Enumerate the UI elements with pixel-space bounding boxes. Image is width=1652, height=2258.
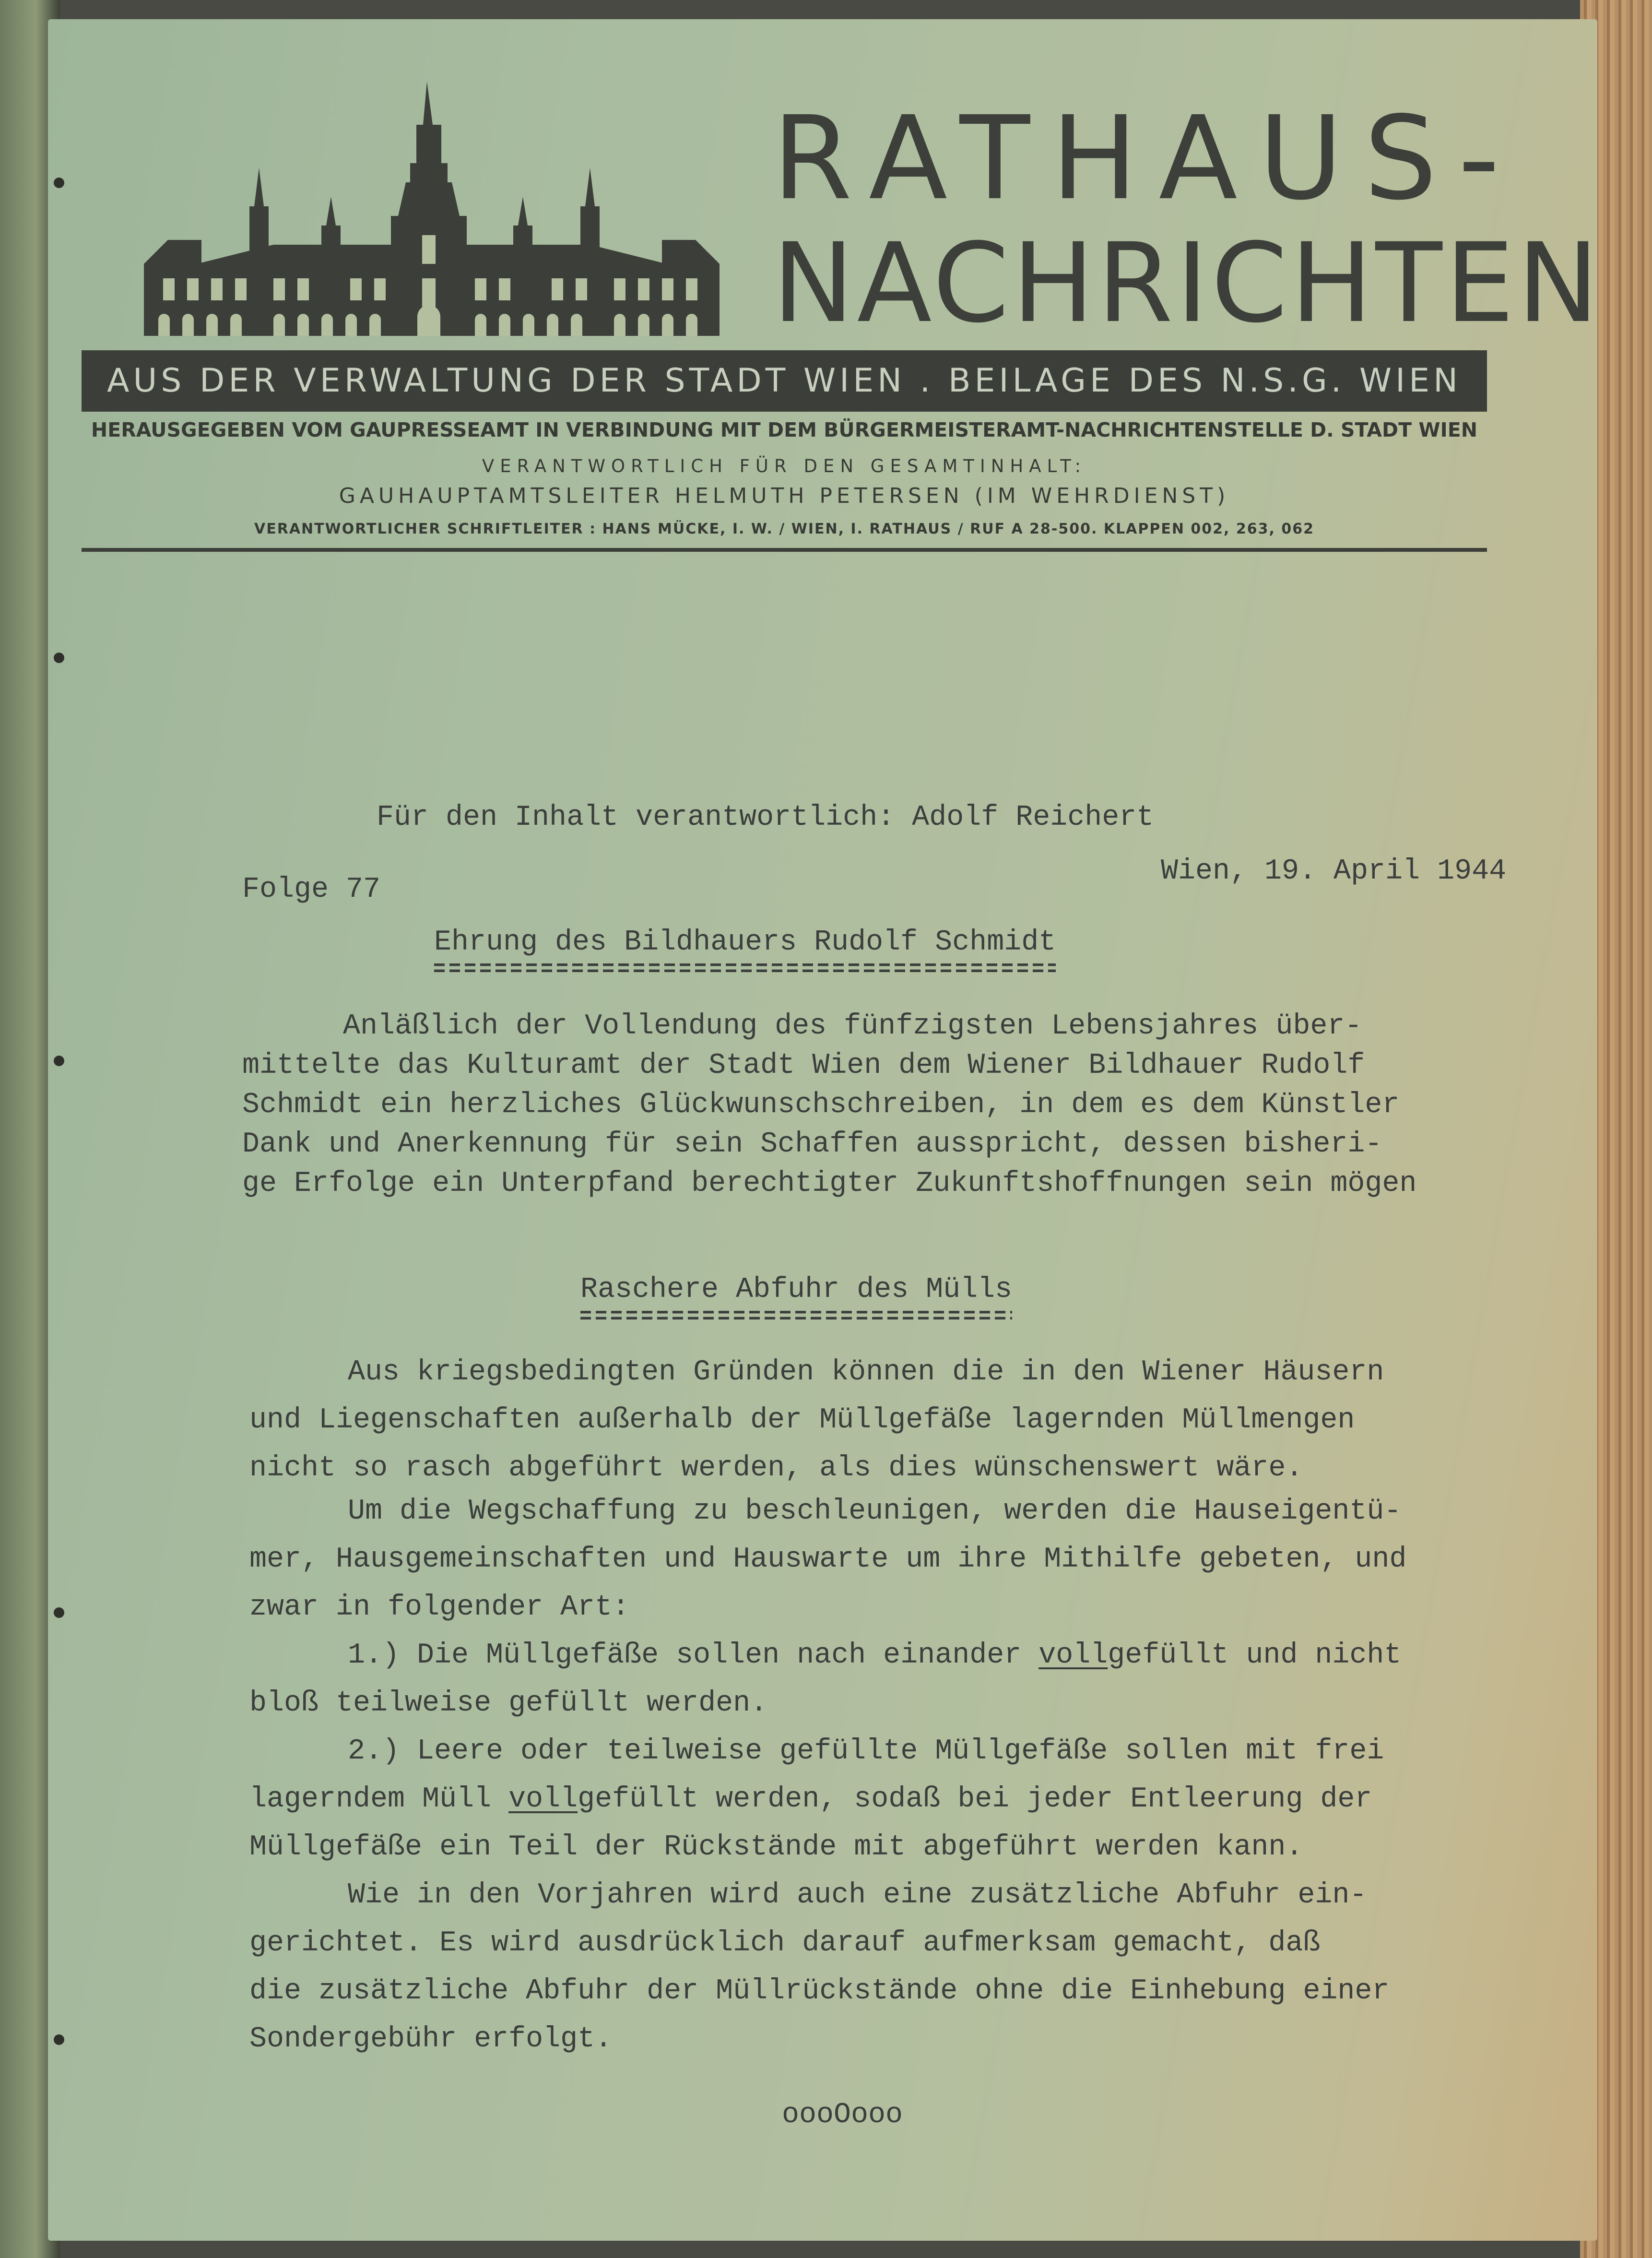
article-heading <box>580 1272 1012 1319</box>
text-line: Aus kriegsbedingten Gründen können die in den Wiener Häusern <box>348 1356 1384 1389</box>
text-line: Sondergebühr erfolgt. <box>249 2023 613 2056</box>
binding-hole <box>54 1607 64 1618</box>
text-line: ge Erfolge ein Unterpfand berechtigter Zukunftshoffnungen sein mögen <box>242 1167 1417 1200</box>
issue-date: Wien, 19. April 1944 <box>1161 855 1507 888</box>
masthead-rule <box>82 548 1487 552</box>
content-responsible: Für den Inhalt verantwortlich: Adolf Reichert <box>377 801 1154 834</box>
text-line: Wie in den Vorjahren wird auch eine zusätzliche Abfuhr ein- <box>348 1879 1367 1912</box>
masthead <box>82 72 1602 552</box>
text-span: 1.) Die Müllgefäße sollen nach einander <box>348 1639 1039 1672</box>
masthead-title-line1: RATHAUS- <box>772 91 1521 226</box>
article1-body <box>242 1007 1416 1203</box>
text-line: mer, Hausgemeinschaften und Hauswarte um ihre Mithilfe gebeten, und <box>249 1543 1407 1576</box>
text-line: die zusätzliche Abfuhr der Müllrückstände ohne die Einhebung einer <box>249 1975 1390 2008</box>
text-line <box>249 1775 1406 1823</box>
end-mark: oooOooo <box>782 2099 903 2131</box>
text-span: gefüllt und nicht <box>1108 1639 1402 1672</box>
text-line: bloß teilweise gefüllt werden. <box>249 1687 768 1720</box>
text-line: zwar in folgender Art: <box>249 1591 630 1624</box>
text-line: Dank und Anerkennung für sein Schaffen ausspricht, dessen bisheri- <box>242 1128 1382 1161</box>
text-line: und Liegenschaften außerhalb der Müllgefäße lagernden Müllmengen <box>249 1404 1355 1437</box>
text-line: gerichtet. Es wird ausdrücklich darauf aufmerksam gemacht, daß <box>249 1927 1321 1960</box>
text-line: Schmidt ein herzliches Glückwunschschreiben, in dem es dem Künstler <box>242 1089 1400 1121</box>
masthead-title <box>772 91 1602 347</box>
text-span: gefüllt werden, sodaß bei jeder Entleerung der <box>578 1783 1372 1816</box>
text-span: lagerndem Müll <box>249 1783 509 1816</box>
underlined-word: voll <box>1038 1639 1108 1672</box>
heading-double-rule <box>580 1311 1012 1319</box>
responsible-name: GAUHAUPTAMTSLEITER HELMUTH PETERSEN (IM WEHRDIENST) <box>339 484 1230 508</box>
masthead-banner: AUS DER VERWALTUNG DER STADT WIEN . BEILAGE DES N.S.G. WIEN <box>82 350 1487 412</box>
underlined-word: voll <box>508 1783 578 1816</box>
heading-double-rule <box>434 963 1056 972</box>
list-item <box>249 1631 1406 1679</box>
text-line: nicht so rasch abgeführt werden, als dies wünschenswert wäre. <box>249 1452 1303 1485</box>
text-line: Anläßlich der Vollendung des fünfzigsten Lebensjahres über- <box>343 1010 1362 1043</box>
binding-hole <box>54 1056 64 1066</box>
masthead-title-line2: NACHRICHTEN <box>772 219 1602 347</box>
text-line: mittelte das Kulturamt der Stadt Wien dem Wiener Bildhauer Rudolf <box>242 1049 1365 1082</box>
binding-hole <box>54 653 64 663</box>
issue-number: Folge 77 <box>242 873 381 906</box>
binding-hole <box>54 2034 64 2045</box>
article-heading <box>434 925 1056 972</box>
text-line: Müllgefäße ein Teil der Rückstände mit abgeführt werden kann. <box>249 1831 1303 1864</box>
article1-heading: Ehrung des Bildhauers Rudolf Schmidt <box>434 926 1056 959</box>
list-item: 2.) Leere oder teilweise gefüllte Müllgefäße sollen mit frei <box>348 1735 1384 1768</box>
editor-line: VERANTWORTLICHER SCHRIFTLEITER : HANS MÜCKE, I. W. / WIEN, I. RATHAUS / RUF A 28-500. KLAPPEN 002, 263, 062 <box>254 521 1314 537</box>
binding-hole <box>54 178 64 188</box>
publisher-line: HERAUSGEGEBEN VOM GAUPRESSEAMT IN VERBINDUNG MIT DEM BÜRGERMEISTERAMT-NACHRICHTENSTELLE D. STADT WIEN <box>91 418 1478 441</box>
article2-body <box>249 1348 1406 2063</box>
text-line: Um die Wegschaffung zu beschleunigen, werden die Hauseigentü- <box>348 1495 1402 1528</box>
article2-heading: Raschere Abfuhr des Mülls <box>580 1273 1013 1306</box>
responsible-label: VERANTWORTLICH FÜR DEN GESAMTINHALT: <box>482 456 1087 476</box>
